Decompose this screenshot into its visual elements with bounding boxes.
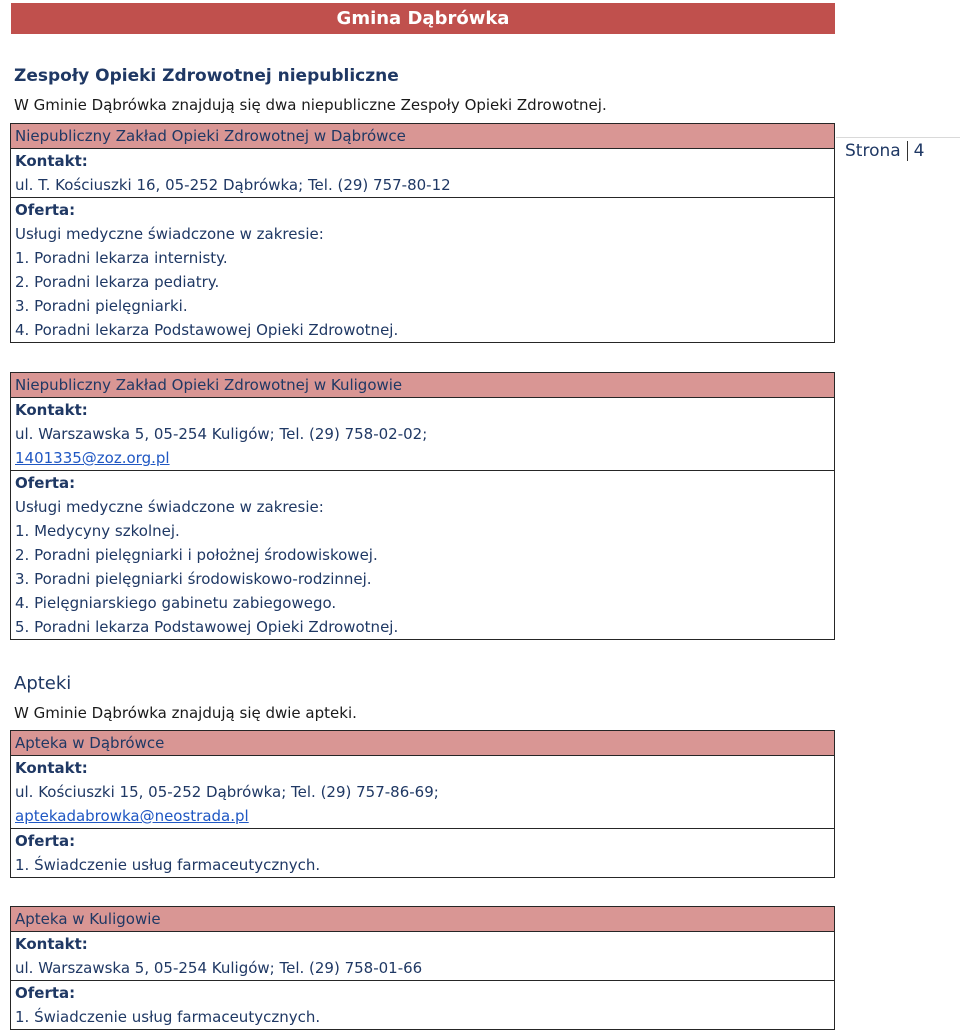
service-item: 1. Świadczenie usług farmaceutycznych. — [15, 1008, 321, 1026]
offer-label: Oferta: — [15, 832, 76, 850]
page-number-label: Strona — [845, 141, 901, 161]
contact-cell — [11, 149, 835, 198]
pharmacy-name: Apteka w Kuligowie — [11, 907, 835, 932]
contact-cell — [11, 398, 835, 471]
service-item: 1. Poradni lekarza internisty. — [15, 249, 228, 267]
offer-intro: Usługi medyczne świadczone w zakresie: — [15, 225, 324, 243]
offer-cell — [11, 829, 835, 878]
section-intro-apteki: W Gminie Dąbrówka znajdują się dwie apteki. — [14, 704, 357, 722]
section-heading-zoz: Zespoły Opieki Zdrowotnej niepubliczne — [14, 66, 399, 86]
offer-label: Oferta: — [15, 984, 76, 1002]
contact-cell — [11, 932, 835, 981]
page-number-rule — [836, 137, 960, 138]
facility-name: Niepubliczny Zakład Opieki Zdrowotnej w Kuligowie — [11, 373, 835, 398]
pharmacy-name: Apteka w Dąbrówce — [11, 731, 835, 756]
page-number-value: 4 — [913, 141, 925, 161]
contact-address: ul. T. Kościuszki 16, 05-252 Dąbrówka; Tel. (29) 757-80-12 — [15, 176, 451, 194]
service-item: 3. Poradni pielęgniarki. — [15, 297, 188, 315]
service-item: 1. Medycyny szkolnej. — [15, 522, 180, 540]
facility-card-zoz-kuligow — [10, 372, 835, 640]
contact-label: Kontakt: — [15, 152, 88, 170]
facility-card-zoz-dabrowka — [10, 123, 835, 343]
offer-cell — [11, 471, 835, 640]
service-item: 4. Poradni lekarza Podstawowej Opieki Zdrowotnej. — [15, 321, 399, 339]
pharmacy-card-dabrowka — [10, 730, 835, 878]
offer-cell — [11, 981, 835, 1030]
section-heading-apteki: Apteki — [14, 673, 72, 694]
pharmacy-card-kuligow — [10, 906, 835, 1030]
contact-address: ul. Warszawska 5, 05-254 Kuligów; Tel. (29) 758-01-66 — [15, 959, 423, 977]
page-number — [845, 141, 925, 161]
offer-cell — [11, 198, 835, 343]
service-item: 2. Poradni pielęgniarki i położnej środowiskowej. — [15, 546, 378, 564]
contact-label: Kontakt: — [15, 935, 88, 953]
page-number-separator — [907, 141, 908, 161]
offer-label: Oferta: — [15, 201, 76, 219]
contact-label: Kontakt: — [15, 759, 88, 777]
service-item: 2. Poradni lekarza pediatry. — [15, 273, 220, 291]
section-intro-zoz: W Gminie Dąbrówka znajdują się dwa niepubliczne Zespoły Opieki Zdrowotnej. — [14, 96, 607, 114]
offer-label: Oferta: — [15, 474, 76, 492]
contact-label: Kontakt: — [15, 401, 88, 419]
contact-address: ul. Kościuszki 15, 05-252 Dąbrówka; Tel. (29) 757-86-69; — [15, 783, 439, 801]
contact-address: ul. Warszawska 5, 05-254 Kuligów; Tel. (29) 758-02-02; — [15, 425, 428, 443]
service-item: 5. Poradni lekarza Podstawowej Opieki Zdrowotnej. — [15, 618, 399, 636]
contact-cell — [11, 756, 835, 829]
email-link[interactable]: 1401335@zoz.org.pl — [15, 449, 170, 467]
facility-name: Niepubliczny Zakład Opieki Zdrowotnej w Dąbrówce — [11, 124, 835, 149]
offer-intro: Usługi medyczne świadczone w zakresie: — [15, 498, 324, 516]
service-item: 4. Pielęgniarskiego gabinetu zabiegowego. — [15, 594, 337, 612]
service-item: 1. Świadczenie usług farmaceutycznych. — [15, 856, 321, 874]
document-header-banner: Gmina Dąbrówka — [11, 3, 835, 34]
email-link[interactable]: aptekadabrowka@neostrada.pl — [15, 807, 249, 825]
service-item: 3. Poradni pielęgniarki środowiskowo-rodzinnej. — [15, 570, 372, 588]
